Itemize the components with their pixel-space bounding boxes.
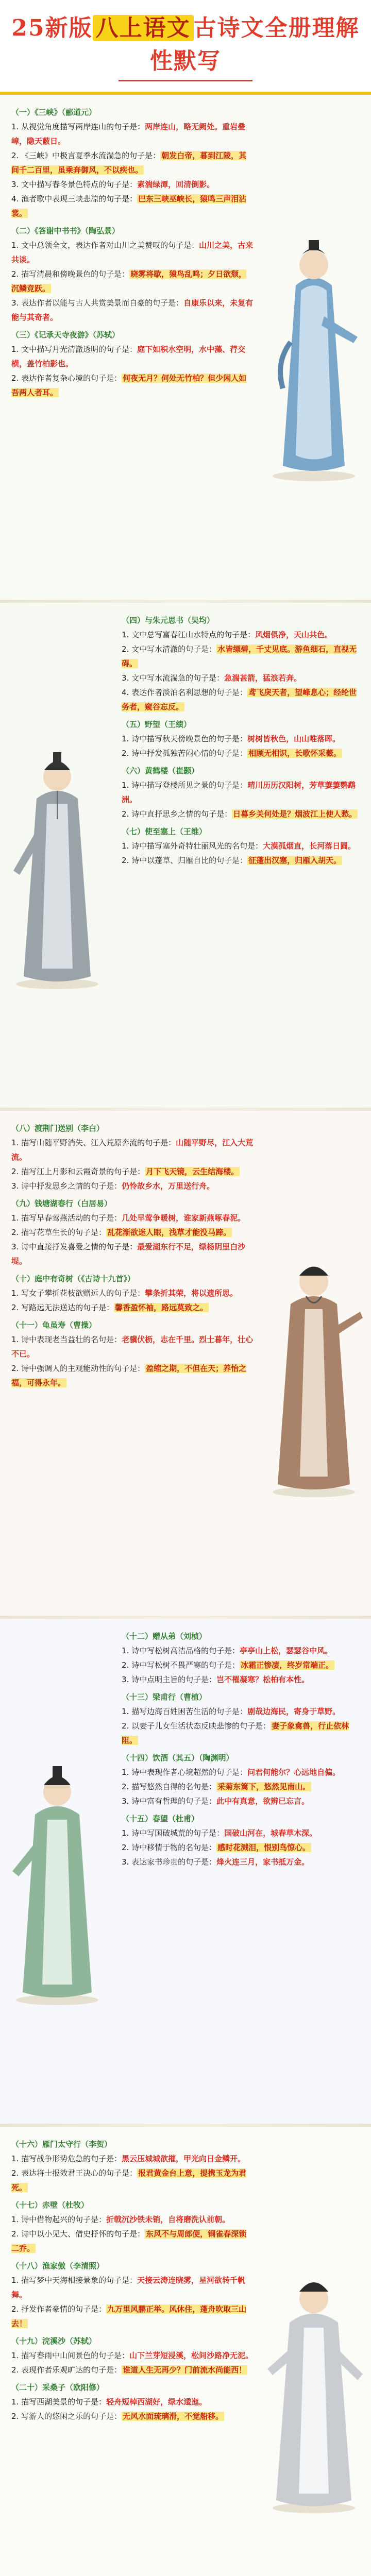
question-text: 1. 诗中写国破城荒的句子是： bbox=[122, 1828, 225, 1838]
answer-text: 国破山河在，城春草木深。 bbox=[224, 1828, 317, 1838]
answer-text: 月下飞天镜，云生结海楼。 bbox=[146, 1167, 239, 1176]
question-item bbox=[122, 628, 364, 642]
question-item bbox=[11, 1225, 254, 1240]
question-text: 1. 诗中描写秋天傍晚景色的句子是： bbox=[122, 734, 248, 743]
poem-title: （八）渡荆门送别（李白） bbox=[11, 1124, 105, 1133]
poem-title: （十四）饮酒（其五）（陶渊明） bbox=[122, 1753, 234, 1762]
question-text: 1. 描写早春莺燕活动的句子是： bbox=[11, 1213, 122, 1223]
question-text: 2. 抒发作者豪情的句子是： bbox=[11, 2304, 107, 2314]
answer-text: 天接云涛连晓雾，星河欲转千帆舞。 bbox=[11, 2276, 246, 2299]
question-item bbox=[11, 371, 254, 400]
ancient-figure-illustration bbox=[260, 1224, 368, 1502]
question-text: 2. 描写清晨和傍晚景色的句子是： bbox=[11, 269, 130, 279]
answer-text: 鸢飞戾天者，望峰息心；经纶世务者，窥谷忘反。 bbox=[122, 688, 357, 711]
answer-text: 东风不与周郎便，铜雀春深锁二乔。 bbox=[11, 2229, 247, 2253]
question-text: 1. 诗中表现老当益壮的名句是： bbox=[11, 1335, 122, 1344]
answer-text: 老骥伏枥，志在千里。烈士暮年，壮心不已。 bbox=[11, 1335, 254, 1359]
answer-text: 朝发白帝，暮到江陵，其间千二百里，虽乘奔御风，不以疾也。 bbox=[11, 151, 247, 175]
poem-title: （二）《答谢中书书》（陶弘景） bbox=[11, 226, 120, 235]
question-text: 1. 描写春雨中山间景色的句子是： bbox=[11, 2351, 130, 2360]
ancient-figure-illustration bbox=[3, 1732, 111, 2010]
question-item bbox=[122, 732, 364, 746]
ancient-figure-illustration bbox=[260, 2240, 368, 2518]
question-item bbox=[11, 238, 254, 267]
question-text: 1. 诗中描写登楼所见之景的句子是： bbox=[122, 781, 248, 790]
question-text: 1. 诗中借物起兴的句子是： bbox=[11, 2215, 107, 2224]
question-item bbox=[122, 1826, 364, 1840]
question-item bbox=[11, 2363, 254, 2377]
answer-text: 树树皆秋色，山山唯落晖。 bbox=[247, 734, 341, 743]
poem-title: （十五）春望（杜甫） bbox=[122, 1814, 199, 1823]
question-text: 3. 表达作者以能与古人共赏美景而自豪的句子是： bbox=[11, 298, 184, 308]
question-text: 3. 文中描写春冬景色特点的句子是： bbox=[11, 180, 138, 189]
answer-text: 素湍绿潭，回清倒影。 bbox=[137, 180, 215, 189]
question-text: 2. 表达将士报效君王决心的句子是： bbox=[11, 2168, 138, 2178]
question-item bbox=[122, 1704, 364, 1719]
question-text: 2. 写游人的悠闲之乐的句子是： bbox=[11, 2412, 122, 2421]
question-item bbox=[11, 1136, 254, 1164]
question-text: 3. 诗中点明主旨的句子是： bbox=[122, 1675, 217, 1684]
answer-text: 水皆缥碧，千丈见底。游鱼细石，直视无碍。 bbox=[122, 645, 357, 668]
section-text bbox=[122, 1626, 364, 1869]
question-item bbox=[11, 148, 254, 177]
poem-title: （二十）采桑子（欧阳修） bbox=[11, 2383, 105, 2392]
answer-text: 黑云压城城欲摧，甲光向日金鳞开。 bbox=[122, 2154, 246, 2163]
answer-text: 山随平野尽，江入大荒流。 bbox=[11, 1138, 254, 1162]
question-item bbox=[122, 671, 364, 685]
section-1 bbox=[0, 95, 371, 600]
question-item bbox=[11, 342, 254, 371]
section-4 bbox=[0, 1619, 371, 2124]
poem-title: （七）使至塞上（王维） bbox=[122, 827, 207, 836]
answer-text: 谁道人生无再少？门前流水尚能西！ bbox=[123, 2365, 247, 2375]
question-item bbox=[11, 2409, 254, 2424]
question-text: 1. 描写山随平野消失、江入荒原奔流的句子是： bbox=[11, 1138, 176, 1147]
subtitle-rule bbox=[119, 80, 252, 81]
answer-text: 庭下如积水空明，水中藻、荇交横，盖竹柏影也。 bbox=[11, 345, 246, 368]
question-text: 2. 表现作者乐观旷达的句子是： bbox=[11, 2365, 122, 2375]
question-item bbox=[11, 192, 254, 221]
header bbox=[0, 0, 371, 95]
question-item bbox=[11, 1211, 254, 1225]
question-item bbox=[11, 2166, 254, 2195]
question-text: 3. 诗中直接抒发喜爱之情的句子是： bbox=[11, 1242, 138, 1251]
question-text: 3. 表达家书珍贵的句子是： bbox=[122, 1857, 217, 1867]
answer-text: 几处早莺争暖树，谁家新燕啄春泥。 bbox=[122, 1213, 246, 1223]
answer-text: 仍怜故乡水，万里送行舟。 bbox=[122, 1181, 215, 1191]
answer-text: 晴川历历汉阳树，芳草萋萋鹦鹉洲。 bbox=[122, 781, 356, 804]
answer-text: 问君何能尔？心远地自偏。 bbox=[247, 1768, 341, 1777]
poem-title: （六）黄鹤楼（崔颢） bbox=[122, 766, 199, 775]
answer-text: 大漠孤烟直，长河落日圆。 bbox=[263, 841, 356, 851]
question-text: 1. 文中描写月光清澈透明的句子是： bbox=[11, 345, 138, 354]
question-text: 2. 诗中移情于物的名句是： bbox=[122, 1843, 217, 1852]
question-text: 2. 描写花草生长的句子是： bbox=[11, 1228, 107, 1237]
question-item bbox=[122, 807, 364, 821]
question-text: 3. 文中写水流湍急的句子是： bbox=[122, 673, 225, 683]
question-text: 1. 描写边海百姓困苦生活的句子是： bbox=[122, 1707, 248, 1716]
answer-text: 两岸连山，略无阙处。重岩叠嶂，隐天蔽日。 bbox=[11, 122, 246, 146]
question-text: 2. 诗中以小见大、借史抒怀的句子是： bbox=[11, 2229, 145, 2239]
question-text: 1. 诗中写松树高洁品格的句子是： bbox=[122, 1646, 240, 1655]
answer-text: 报君黄金台上意，提携玉龙为君死。 bbox=[11, 2168, 247, 2192]
poem-title: （九）钱塘湖春行（白居易） bbox=[11, 1199, 112, 1208]
answer-text: 最爱湖东行不足，绿杨阴里白沙堤。 bbox=[11, 1242, 246, 1266]
answer-text: 自康乐以来，未复有能与其奇者。 bbox=[11, 298, 254, 322]
section-3 bbox=[0, 1111, 371, 1616]
question-item bbox=[122, 839, 364, 853]
question-text: 2. 诗中写松树不畏严寒的句子是： bbox=[122, 1660, 240, 1670]
question-item bbox=[11, 1332, 254, 1361]
poem-title: （十六）雁门太守行（李贺） bbox=[11, 2140, 112, 2149]
question-text: 2. 描写江上月影和云霞奇景的句子是： bbox=[11, 1167, 145, 1176]
question-item bbox=[11, 1286, 254, 1300]
answer-text: 相顾无相识，长歌怀采薇。 bbox=[248, 749, 342, 758]
question-text: 2. 表达作者复杂心境的句子是： bbox=[11, 374, 122, 383]
question-item bbox=[11, 2395, 254, 2409]
question-text: 1. 描写西湖美景的句子是： bbox=[11, 2397, 107, 2406]
question-item bbox=[122, 642, 364, 671]
question-item bbox=[11, 177, 254, 192]
question-item bbox=[11, 1179, 254, 1193]
question-text: 1. 从视觉角度描写两岸连山的句子是： bbox=[11, 122, 145, 131]
question-text: 2. 写路远无法送达的句子是： bbox=[11, 1303, 114, 1312]
question-text: 2. 诗中直抒思乡之情的句子是： bbox=[122, 809, 232, 819]
question-text: 1. 描写梦中天海相接景象的句子是： bbox=[11, 2276, 138, 2285]
question-item bbox=[11, 120, 254, 148]
answer-text: 山下兰芽短浸溪，松间沙路净无泥。 bbox=[129, 2351, 254, 2360]
answer-text: 感时花溅泪，恨别鸟惊心。 bbox=[217, 1843, 311, 1852]
answer-text: 采菊东篱下，悠然见南山。 bbox=[217, 1782, 311, 1791]
section-5 bbox=[0, 2127, 371, 2576]
section-text bbox=[122, 610, 364, 868]
question-text: 1. 诗中描写塞外奇特壮丽风光的名句是： bbox=[122, 841, 263, 851]
poem-title: （三）《记承天寺夜游》（苏轼） bbox=[11, 330, 120, 340]
section-2 bbox=[0, 603, 371, 1108]
question-text: 2. 诗中强调人的主观能动性的句子是： bbox=[11, 1364, 145, 1373]
answer-text: 山川之美，古来共谈。 bbox=[11, 241, 254, 264]
answer-text: 何夜无月？何处无竹柏？但少闲人如吾两人者耳。 bbox=[11, 374, 247, 397]
question-item bbox=[11, 2227, 254, 2256]
question-item bbox=[122, 1658, 364, 1672]
title-highlight: 八上语文 bbox=[93, 15, 194, 41]
title-prefix: 25新版 bbox=[11, 15, 93, 41]
answer-text: 无风水面琉璃滑，不觉船移。 bbox=[123, 2412, 224, 2421]
question-text: 1. 写女子攀折花枝欲赠远人的句子是： bbox=[11, 1289, 145, 1298]
question-text: 3. 诗中抒发思乡之情的句子是： bbox=[11, 1181, 122, 1191]
answer-text: 轻舟短棹西湖好，绿水逶迤。 bbox=[106, 2397, 207, 2406]
question-text: 1. 诗中表现作者心境超然的句子是： bbox=[122, 1768, 248, 1777]
poem-title: （十二）赠从弟（刘桢） bbox=[122, 1632, 207, 1641]
ancient-figure-illustration bbox=[3, 716, 111, 994]
question-item bbox=[11, 2348, 254, 2363]
question-item bbox=[122, 1719, 364, 1748]
answer-text: 攀条折其荣，将以遗所思。 bbox=[145, 1289, 238, 1298]
question-text: 4. 表达作者淡泊名利思想的句子是： bbox=[122, 688, 248, 697]
question-item bbox=[11, 296, 254, 325]
answer-text: 岂不罹凝寒？松柏有本性。 bbox=[216, 1675, 310, 1684]
question-item bbox=[11, 2151, 254, 2166]
poem-title: （一）《三峡》（郦道元） bbox=[11, 108, 97, 117]
question-item bbox=[122, 746, 364, 760]
question-item bbox=[11, 1240, 254, 1268]
main-title bbox=[0, 0, 371, 75]
question-text: 3. 诗中富有哲理的句子是： bbox=[122, 1797, 217, 1806]
answer-text: 急湍甚箭，猛浪若奔。 bbox=[224, 673, 302, 683]
question-text: 1. 文中总写富春江山水特点的句子是： bbox=[122, 630, 256, 639]
answer-text: 征蓬出汉塞，归雁入胡天。 bbox=[248, 856, 342, 865]
answer-text: 盈缩之期，不但在天；养怡之福，可得永年。 bbox=[11, 1364, 247, 1387]
question-text: 2. 以妻子儿女生活状态反映悲惨的句子是： bbox=[122, 1721, 271, 1731]
answer-text: 馨香盈怀袖，路远莫致之。 bbox=[115, 1303, 208, 1312]
poem-title: （十九）浣溪沙（苏轼） bbox=[11, 2336, 97, 2346]
ancient-figure-illustration bbox=[260, 208, 368, 486]
answer-text: 烽火连三月，家书抵万金。 bbox=[216, 1857, 310, 1867]
question-text: 1. 描写战争形势危急的句子是： bbox=[11, 2154, 122, 2163]
answer-text: 亭亭山上松，瑟瑟谷中风。 bbox=[240, 1646, 333, 1655]
question-item bbox=[122, 1855, 364, 1869]
question-item bbox=[11, 2302, 254, 2331]
question-text: 2. 诗中抒发孤独苦闷心情的句子是： bbox=[122, 749, 248, 758]
question-item bbox=[122, 853, 364, 868]
question-text: 2. 描写悠然自得的名句是： bbox=[122, 1782, 217, 1791]
question-item bbox=[122, 1794, 364, 1808]
answer-text: 冰霜正惨凄，终岁常端正。 bbox=[241, 1660, 334, 1670]
question-item bbox=[122, 1780, 364, 1794]
answer-text: 晓雾将歇，猿鸟乱鸣；夕日欲颓，沉鳞竞跃。 bbox=[11, 269, 247, 293]
poem-title: （十七）赤壁（杜牧） bbox=[11, 2200, 89, 2210]
question-item bbox=[122, 778, 364, 807]
question-item bbox=[11, 1164, 254, 1179]
answer-text: 巴东三峡巫峡长，猿鸣三声泪沾裳。 bbox=[11, 194, 247, 218]
question-item bbox=[11, 1361, 254, 1390]
question-text: 2. 诗中以蓬草、归雁自比的句子是： bbox=[122, 856, 248, 865]
poem-title: （四）与朱元思书（吴均） bbox=[122, 616, 215, 625]
question-item bbox=[122, 1672, 364, 1687]
question-item bbox=[11, 2212, 254, 2227]
section-text bbox=[11, 1118, 254, 1390]
poem-title: （五）野望（王绩） bbox=[122, 720, 192, 729]
question-item bbox=[11, 267, 254, 296]
question-text: 4. 渔者歌中表现三峡悲凉的句子是： bbox=[11, 194, 138, 204]
answer-text: 乱花渐欲迷人眼，浅草才能没马蹄。 bbox=[107, 1228, 231, 1237]
answer-text: 日暮乡关何处是？烟波江上使人愁。 bbox=[233, 809, 357, 819]
question-item bbox=[11, 2273, 254, 2302]
section-text bbox=[11, 102, 254, 400]
answer-text: 此中有真意，欲辨已忘言。 bbox=[216, 1797, 310, 1806]
question-item bbox=[122, 1765, 364, 1780]
question-text: 2. 文中写水清澈的句子是： bbox=[122, 645, 217, 654]
answer-text: 九万里风鹏正举。风休住，蓬舟吹取三山去！ bbox=[11, 2304, 247, 2328]
poem-title: （十）庭中有奇树（《古诗十九首》） bbox=[11, 1274, 136, 1283]
section-text bbox=[11, 2134, 254, 2424]
answer-text: 风烟俱净，天山共色。 bbox=[255, 630, 333, 639]
question-item bbox=[11, 1300, 254, 1315]
answer-text: 妻子象禽兽，行止依林阻。 bbox=[122, 1721, 349, 1745]
poem-title: （十八）渔家傲（李清照） bbox=[11, 2261, 105, 2270]
question-item bbox=[122, 685, 364, 714]
question-text: 2. 《三峡》中极言夏季水流湍急的句子是： bbox=[11, 151, 161, 160]
answer-text: 折戟沉沙铁未销，自将磨洗认前朝。 bbox=[106, 2215, 230, 2224]
answer-text: 剧哉边海民，寄身于草野。 bbox=[247, 1707, 341, 1716]
poem-title: （十三）梁甫行（曹植） bbox=[122, 1692, 207, 1702]
question-text: 1. 文中总领全文，表达作者对山川之美赞叹的句子是： bbox=[11, 241, 199, 250]
title-mid: 古诗文 bbox=[193, 15, 265, 41]
question-item bbox=[122, 1840, 364, 1855]
title-suffix: 全册理解性默写 bbox=[150, 15, 360, 74]
question-item bbox=[122, 1643, 364, 1658]
poem-title: （十一）龟虽寿（曹操） bbox=[11, 1320, 97, 1330]
